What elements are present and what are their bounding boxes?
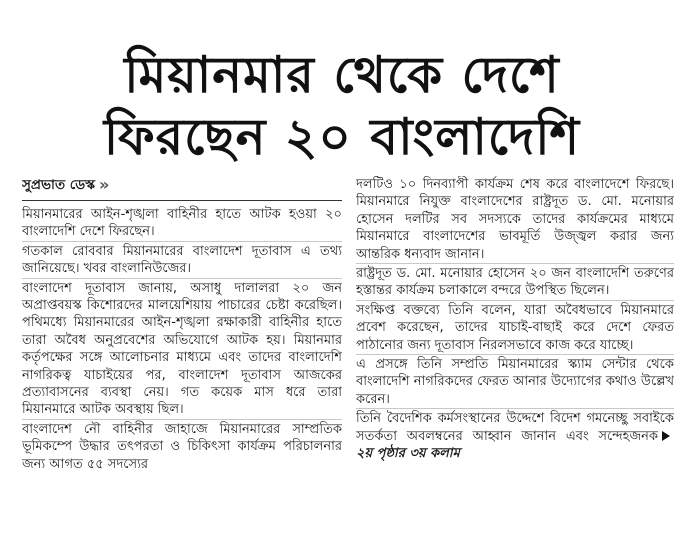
headline-line-1: মিয়ানমার থেকে দেশে xyxy=(124,46,560,104)
paragraph: সংক্ষিপ্ত বক্তব্যে তিনি বলেন, যারা অবৈধভাবে মিয়ানমারে প্রবেশ করেছেন, তাদের যাচাই-বাছাই করে দেশে ফেরত পাঠানোর জন্য দূতাবাস নিরলসভাবে কাজ করে যাচ্ছে। xyxy=(356,300,674,354)
paragraph: দলটিও ১০ দিনব্যাপী কার্যক্রম শেষ করে বাংলাদেশে ফিরছে। মিয়ানমারে নিযুক্ত বাংলাদেশের রাষ্ট্রদূত ড. মো. মনোয়ার হোসেন দলটির সব সদস্যকে তাদের কার্যক্রমের মাধ্যমে মিয়ানমারে বাংলাদেশের ভাবমূর্তি উজ্জ্বল করার জন্য আন্তরিক ধন্যবাদ জানান। xyxy=(356,177,674,262)
paragraph: বাংলাদেশ নৌ বাহিনীর জাহাজে মিয়ানমারের সাম্প্রতিক ভূমিকম্পে উদ্ধার তৎপরতা ও চিকিৎসা কার্যক্রম পরিচালনার জন্য আগত ৫৫ সদস্যের xyxy=(22,419,342,473)
article-column-left xyxy=(22,176,342,536)
paragraph: এ প্রসঙ্গে তিনি সম্প্রতি মিয়ানমারের স্ক্যাম সেন্টার থেকে বাংলাদেশি নাগরিকদের ফেরত আনার উদ্যোগের কথাও উল্লেখ করেন। xyxy=(356,354,674,408)
paragraph-text: তিনি বৈদেশিক কর্মসংস্থানের উদ্দেশে বিদেশ গমনেচ্ছু সবাইকে সতর্কতা অবলম্বনের আহ্বান জানান এবং সন্দেহজনক xyxy=(356,411,674,444)
paragraph: গতকাল রোববার মিয়ানমারের বাংলাদেশ দূতাবাস এ তথ্য জানিয়েছে। খবর বাংলানিউজের। xyxy=(22,241,342,278)
paragraph-with-jump xyxy=(356,408,674,462)
chevron-icon: » xyxy=(98,176,110,194)
continuation-jump: ২য় পৃষ্ঠার ৩য় কলাম xyxy=(356,446,460,462)
article-column-right xyxy=(356,176,674,538)
right-arrow-icon xyxy=(662,431,670,441)
desk-label: সুপ্রভাত ডেস্ক xyxy=(22,177,95,193)
headline-line-2: ফিরছেন ২০ বাংলাদেশি xyxy=(103,108,581,166)
paragraph: রাষ্ট্রদূত ড. মো. মনোয়ার হোসেন ২০ জন বাংলাদেশি তরুণের হস্তান্তর কার্যক্রম চলাকালে বন্দরে উপস্থিত ছিলেন। xyxy=(356,263,674,300)
paragraph: বাংলাদেশ দূতাবাস জানায়, অসাধু দালালরা ২০ জন অপ্রাপ্তবয়স্ক কিশোরদের মালয়েশিয়ায় পাচারের চেষ্টা করেছিল। পথিমধ্যে মিয়ানমারের আইন-শৃঙ্খলা রক্ষাকারী বাহিনীর হাতে তারা অবৈধ অনুপ্রবেশের অভিযোগে আটক হয়। মিয়ানমার কর্তৃপক্ষের সঙ্গে আলোচনার মাধ্যমে এবং তাদের বাংলাদেশি নাগরিকত্ব যাচাইয়ের পর, বাংলাদেশ দূতাবাস আজকের প্রত্যাবাসনের ব্যবস্থা নেয়। গত কয়েক মাস ধরে তারা মিয়ানমারে আটক অবস্থায় ছিল। xyxy=(22,278,342,419)
byline xyxy=(22,176,342,201)
paragraph: মিয়ানমারের আইন-শৃঙ্খলা বাহিনীর হাতে আটক হওয়া ২০ বাংলাদেশি দেশে ফিরছেন। xyxy=(22,207,342,240)
headline xyxy=(0,44,684,168)
